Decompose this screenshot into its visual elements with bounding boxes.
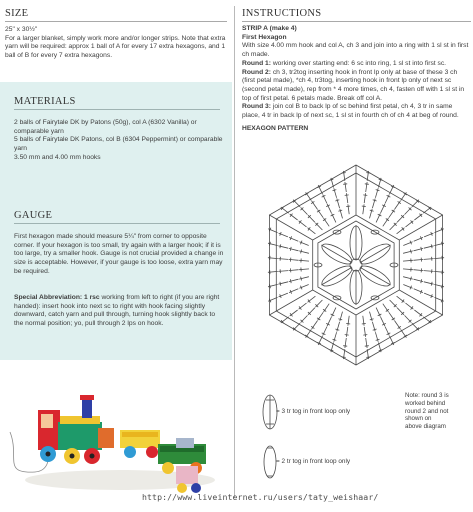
left-column [0, 0, 232, 507]
toy-train-photo [0, 362, 232, 507]
size-heading: SIZE [5, 8, 227, 19]
special-abbreviation [14, 294, 224, 329]
round-1: Round 1: working over starting end: 6 sc into ring, 1 sl st into first sc. [242, 60, 471, 69]
size-dimensions: 25" x 30½" [5, 26, 227, 35]
gauge-divider [14, 223, 220, 224]
instructions-divider [242, 21, 471, 22]
legend-2tr-text: = 2 tr tog in front loop only [276, 458, 350, 465]
watermark-url: http://www.liveinternet.ru/users/taty_weishaar/ [142, 492, 378, 502]
legend-3tr-text: = 3 tr tog in front loop only [276, 408, 350, 415]
toy-train-image [0, 362, 232, 507]
instructions-heading: INSTRUCTIONS [242, 8, 471, 19]
materials-section [14, 96, 224, 163]
special-abbreviation-text: working from left to right (if you are right handed): insert hook into next sc to right with hook facing slightly downward, catch yarn and pull through, turning hook slightly back to the normal position; yo, pull through 2 lps on hook. [14, 294, 219, 327]
materials-line: 2 balls of Fairytale DK by Patons (50g), col A (6302 Vanilla) or comparable yarn [14, 119, 224, 136]
special-abbreviation-label: Special Abbreviation: 1 rsc [14, 294, 100, 301]
round-2: Round 2: ch 3, tr2tog inserting hook in front lp only at base of these 3 ch (first petal made), *ch 4, tr3tog, inserting hook in front lp only of next sc (second petal made), rep from * 4 more times, ch 4, fasten off with 1 sl st in top of first petal. 6 petals made. Break off col A. [242, 69, 471, 104]
gauge-section [14, 210, 224, 277]
materials-line: 3.50 mm and 4.00 mm hooks [14, 154, 224, 163]
materials-heading: MATERIALS [14, 96, 224, 107]
legend-2tr-icon [264, 446, 276, 478]
instructions-section [242, 8, 471, 133]
intro-text: With size 4.00 mm hook and col A, ch 3 and join into a ring with 1 sl st in first ch made. [242, 42, 471, 59]
column-divider [234, 6, 235, 498]
round-3: Round 3: join col B to back lp of sc behind first petal, ch 4, 3 tr in same place, 4 tr in back lp of next sc, 1 sl st in fourth ch of ch 4 at beg of round. [242, 103, 471, 120]
size-section [5, 8, 227, 61]
strip-heading: STRIP A (make 4) [242, 25, 471, 34]
materials-divider [14, 109, 220, 110]
first-hexagon-heading: First Hexagon [242, 34, 471, 43]
size-divider [5, 21, 227, 22]
materials-line: 5 balls of Fairytale DK Patons, col B (6304 Peppermint) or comparable yarn [14, 136, 224, 153]
materials-gauge-panel [0, 82, 232, 360]
size-text: For a larger blanket, simply work more and/or longer strips. Note that extra yarn will be required: approx 1 ball of A for every 17 extra hexagons, and 1 ball of B for every 7 extra hexagons. [5, 35, 227, 61]
hexagon-pattern-title: HEXAGON PATTERN [242, 125, 471, 134]
diagram-note: Note: round 3 is worked behind round 2 and not shown on above diagram [405, 392, 449, 431]
gauge-heading: GAUGE [14, 210, 224, 221]
right-column [238, 0, 473, 507]
gauge-text: First hexagon made should measure 5¼" from corner to opposite corner. If your hexagon is too small, try again with a larger hook; if it is too large, try a smaller hook. Gauge is not crucial provided a change in size is acceptable. However, if your gauge is too loose, extra yarn may be required. [14, 233, 224, 277]
